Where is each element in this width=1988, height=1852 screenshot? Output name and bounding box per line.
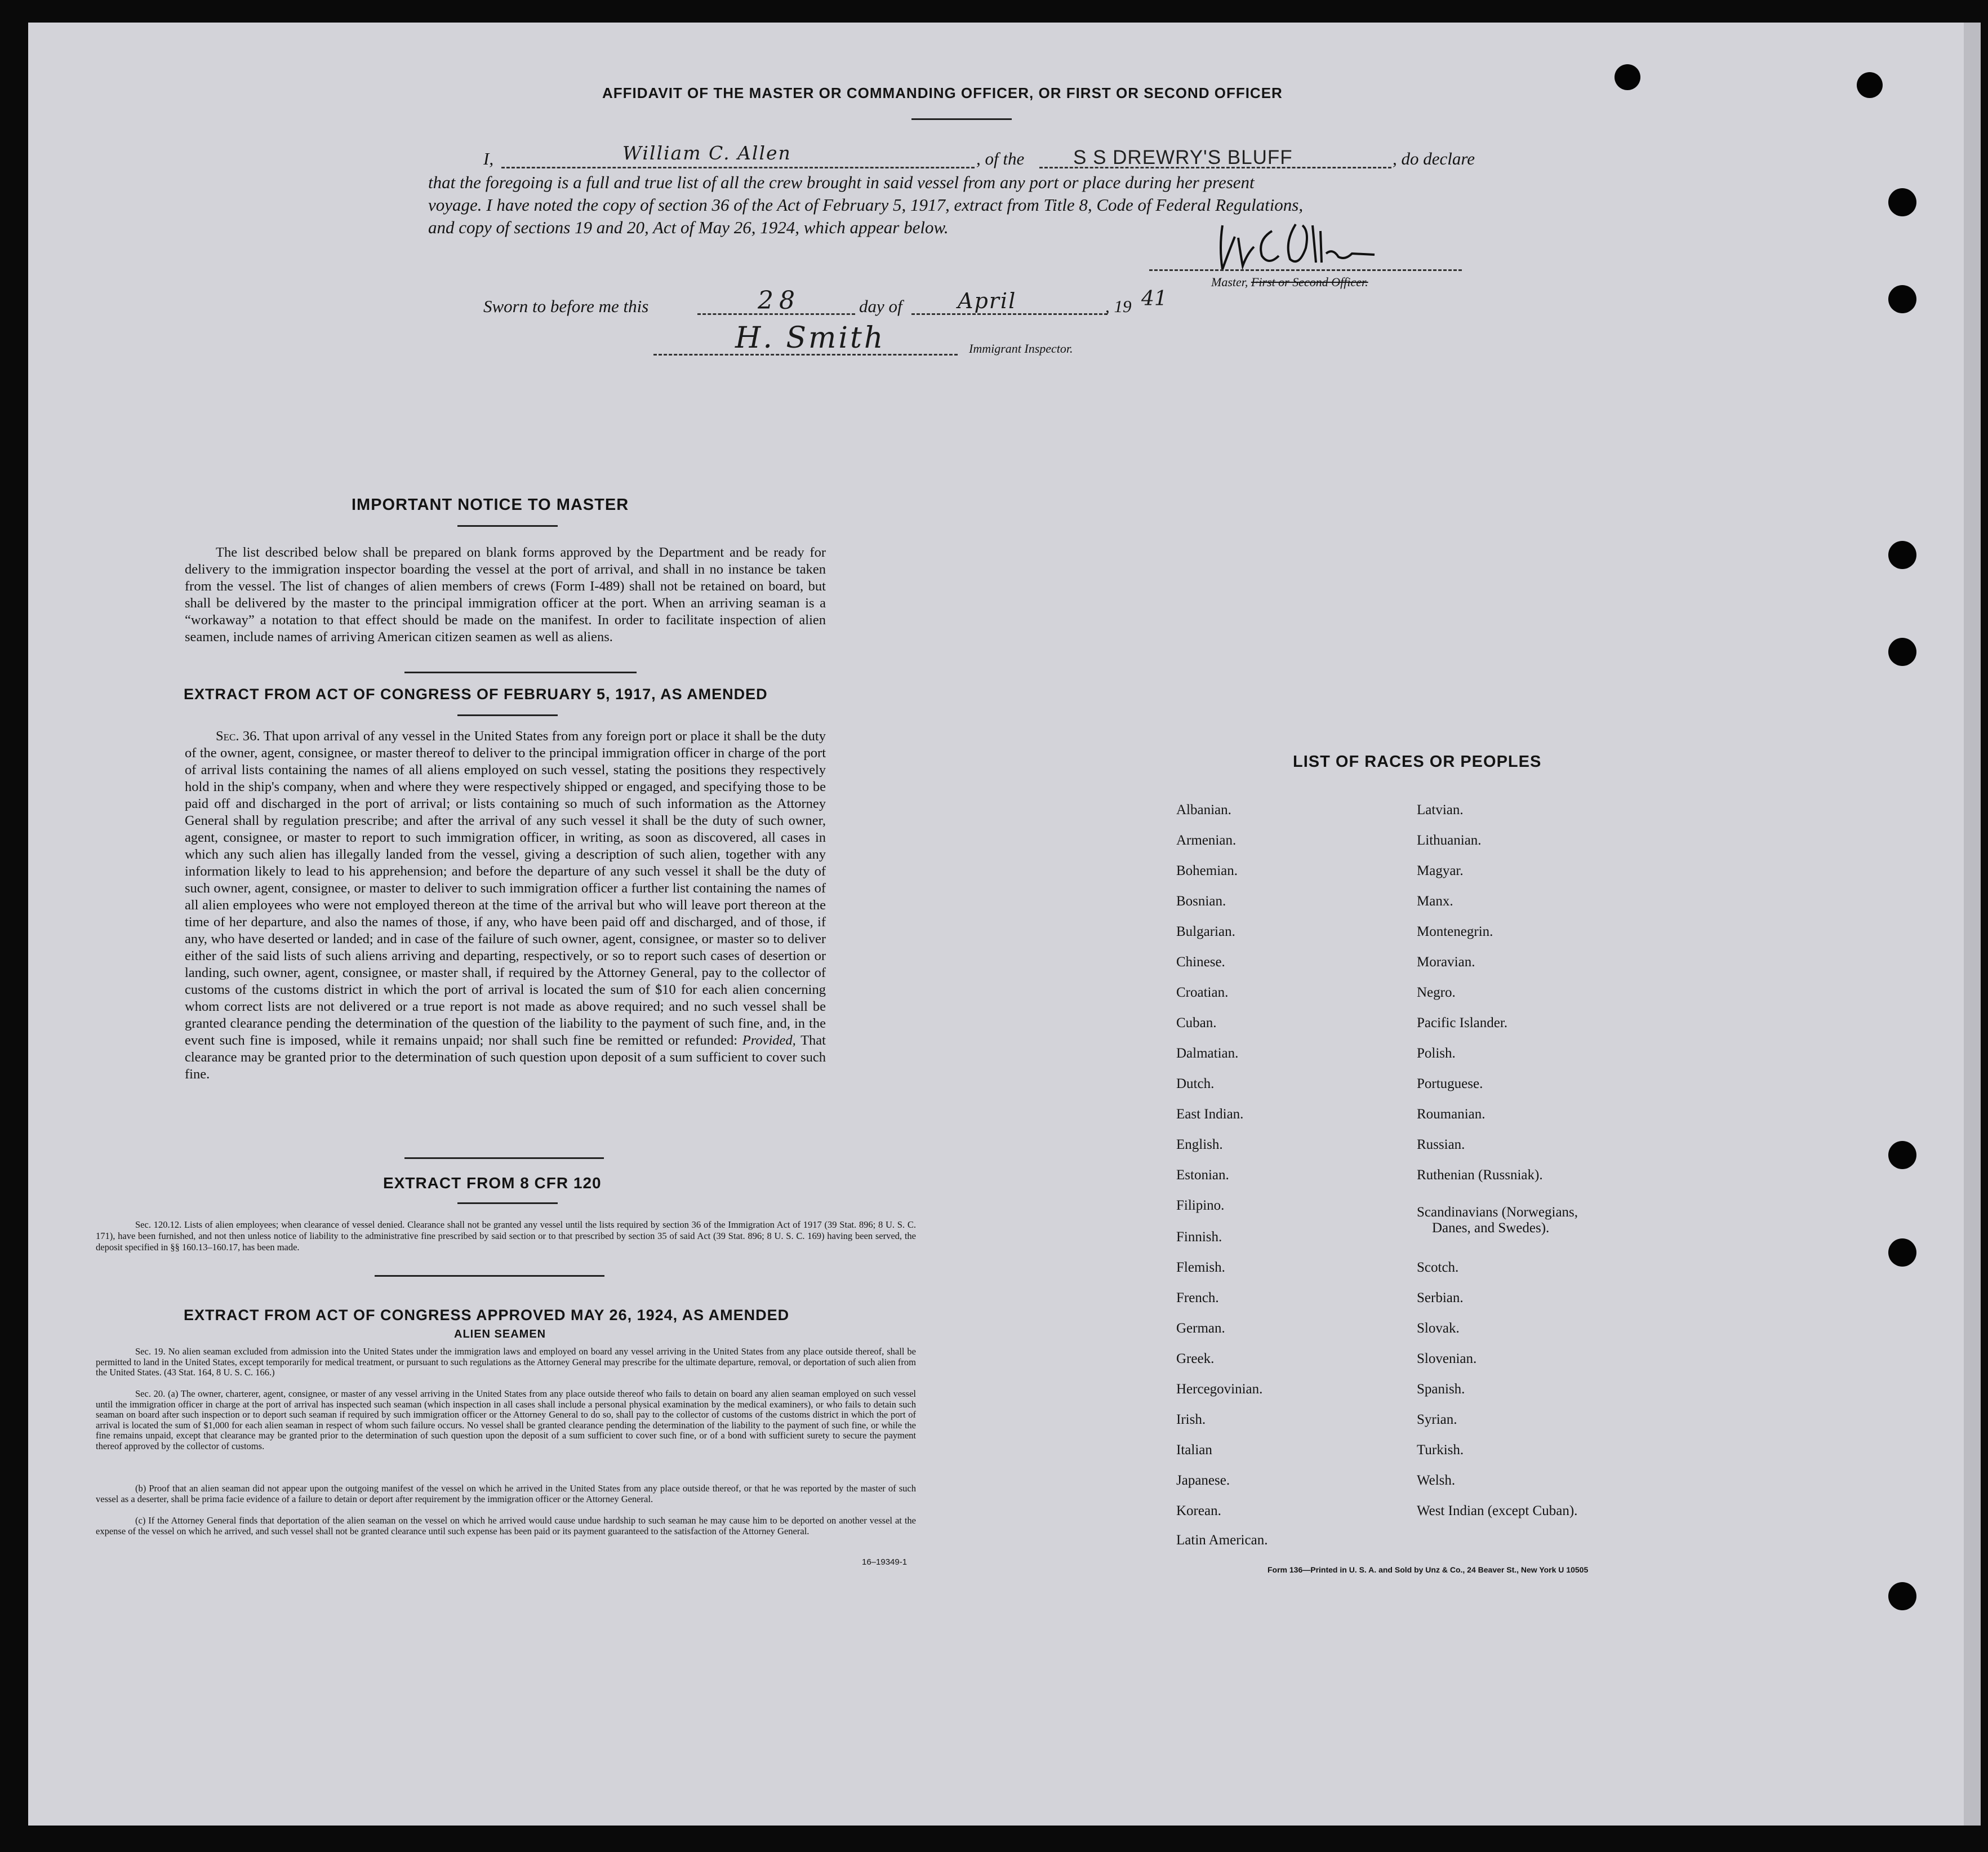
race-right-item: Moravian. bbox=[1417, 954, 1475, 970]
race-right-item: West Indian (except Cuban). bbox=[1417, 1503, 1578, 1518]
race-right-item: Lithuanian. bbox=[1417, 833, 1482, 848]
provided-label: Provided, bbox=[742, 1033, 796, 1048]
race-left-item: English. bbox=[1176, 1137, 1223, 1152]
cfr-title: EXTRACT FROM 8 CFR 120 bbox=[383, 1174, 602, 1192]
race-left-item: Irish. bbox=[1176, 1412, 1206, 1427]
race-left-item: East Indian. bbox=[1176, 1107, 1244, 1122]
punch-hole bbox=[1615, 64, 1640, 90]
act-1917-rule bbox=[457, 714, 558, 716]
notice-end-rule bbox=[404, 672, 637, 673]
race-left-item: Cuban. bbox=[1176, 1015, 1217, 1031]
vessel-name-field: S S DREWRY'S BLUFF bbox=[1073, 146, 1293, 168]
sec-36-text: That upon arrival of any vessel in the United States from any foreign port or place it shall be the duty of the owner, agent, consignee, or master thereof to deliver to the principal immigration officer in charge of the port of arrival lists containing the names of all aliens employed on such vessel, stating the positions they respectively hold in the ship's company, when and where they were respectively shipped or engaged, and specifying those to be paid off and discharged in the port of arrival; or lists containing so much of such information as the Attorney General shall by regulation prescribe; and after the arrival of any such vessel it shall be the duty of such owner, agent, consignee, or master to report to such immigration officer, in writing, as soon as discovered, all cases in which any such alien has illegally landed from the vessel, giving a description of such alien, together with any information likely to lead to his apprehension; and before the departure of any such vessel it shall be the duty of such owner, agent, consignee, or master to deliver to such immigration officer a further list containing the names of all alien employees who were not employed thereon at the time of the arrival but who will leave port thereon at the time of her departure, and also the names of those, if any, who have been paid off and discharged, and of those, if any, who have deserted or landed; and in case of the failure of such owner, agent, consignee, or master so to deliver either of the said lists of such aliens arriving and departing, respectively, or so to report such cases of desertion or landing, such owner, agent, consignee, or master shall, if required by the Attorney General, pay to the collector of customs of the customs district in which the port of arrival is located the sum of $10 for each alien concerning whom correct lists are not delivered or a true report is not made as above required; and no such vessel shall be granted clearance pending the determination of the question of the liability to the payment of such fine, and, in the event such fine is imposed, while it remains unpaid; nor shall such fine be remitted or refunded: bbox=[185, 729, 826, 1048]
race-right-item: Magyar. bbox=[1417, 863, 1464, 878]
sworn-month-field: April bbox=[958, 288, 1017, 313]
sec-36-label: Sec. 36. bbox=[216, 729, 260, 744]
cfr-end-rule bbox=[375, 1275, 604, 1277]
master-signature-line bbox=[1149, 269, 1462, 271]
race-left-item: Japanese. bbox=[1176, 1473, 1230, 1488]
caption-struck-officer: First or Second Officer. bbox=[1251, 275, 1368, 289]
race-right-item: Manx. bbox=[1417, 894, 1453, 909]
master-signature bbox=[1206, 214, 1420, 276]
race-right-item: Latvian. bbox=[1417, 802, 1464, 818]
inspector-caption: Immigrant Inspector. bbox=[969, 341, 1073, 356]
sec-20b-text: (b) Proof that an alien seaman did not appear upon the outgoing manifest of the vessel on which he arrived in the United States from any place outside thereof, or that he was reported by the master of such vessel as a deserter, shall be prima facie evidence of a failure to detain or deport after requirement by the immigration officer or the Attorney General. bbox=[96, 1483, 916, 1504]
cfr-rule bbox=[457, 1202, 558, 1204]
punch-hole bbox=[1888, 285, 1916, 313]
race-right-item: Serbian. bbox=[1417, 1290, 1464, 1305]
punch-hole bbox=[1888, 541, 1916, 569]
act-1917-title: EXTRACT FROM ACT OF CONGRESS OF FEBRUARY 5, 1917, AS AMENDED bbox=[184, 686, 768, 703]
signature-caption bbox=[1211, 275, 1368, 290]
races-title: LIST OF RACES OR PEOPLES bbox=[1293, 753, 1542, 771]
race-right-item: Ruthenian (Russniak). bbox=[1417, 1167, 1543, 1183]
race-left-item: Latin American. bbox=[1176, 1533, 1268, 1548]
race-right-item: Welsh. bbox=[1417, 1473, 1456, 1488]
race-left-item: Bulgarian. bbox=[1176, 924, 1235, 939]
sworn-year-field: 41 bbox=[1141, 287, 1167, 310]
master-name-field: William C. Allen bbox=[622, 142, 791, 164]
sec-20c-text: (c) If the Attorney General finds that deportation of the alien seaman on the vessel on which he arrived would cause undue hardship to such seaman he may cause him to be deported on another vessel at the expense of the vessel on which he arrived, and such vessel shall not be granted clearance until such expense has been paid or its payment guaranteed to the satisfaction of the Attorney General. bbox=[96, 1515, 916, 1536]
punch-hole bbox=[1888, 1582, 1916, 1610]
race-left-item: Korean. bbox=[1176, 1503, 1221, 1518]
cfr-body: Sec. 120.12. Lists of alien employees; when clearance of vessel denied. Clearance shall not be granted any vessel until the lists required by section 36 of the Immigration Act of 1917 (39 Stat. 896; 8 U. S. C. 171), have been furnished, and not then unless notice of liability to the administrative fine prescribed by said section or to that prescribed by section 35 of said Act (39 Stat. 896; 8 U. S. C. 169) having been served, the deposit specified in §§ 160.13–160.17, has been made. bbox=[96, 1219, 916, 1253]
affidavit-title: AFFIDAVIT OF THE MASTER OR COMMANDING OFFICER, OR FIRST OR SECOND OFFICER bbox=[602, 85, 1283, 101]
race-right-item: Slovenian. bbox=[1417, 1351, 1477, 1366]
race-left-item: Estonian. bbox=[1176, 1167, 1229, 1183]
race-right-item: Scandinavians (Norwegians, bbox=[1417, 1205, 1578, 1220]
race-right-item: Scotch. bbox=[1417, 1260, 1459, 1275]
act-1924-subtitle: ALIEN SEAMEN bbox=[454, 1328, 546, 1340]
punch-hole bbox=[1857, 72, 1883, 98]
act-1917-end-rule bbox=[404, 1157, 604, 1159]
race-left-item: Bosnian. bbox=[1176, 894, 1226, 909]
race-right-item: Montenegrin. bbox=[1417, 924, 1493, 939]
title-rule bbox=[911, 118, 1012, 120]
race-right-item: Negro. bbox=[1417, 985, 1456, 1000]
race-right-item: Turkish. bbox=[1417, 1442, 1464, 1458]
race-right-item: Polish. bbox=[1417, 1046, 1456, 1061]
race-left-item: Finnish. bbox=[1176, 1229, 1222, 1245]
notice-body: The list described below shall be prepared on blank forms approved by the Department and be ready for delivery to the immigration inspector boarding the vessel at the port of arrival, and shall in no instance be taken from the vessel. The list of changes of alien members of crews (Form I-489) shall not be retained on board, but shall be delivered by the master to the principal immigration officer at the port. When an arriving seaman is a “workaway” a notation to that effect should be made on the manifest. In order to facilitate inspection of alien seamen, include names of arriving American citizen seamen as well as aliens. bbox=[185, 545, 826, 645]
race-right-item: Syrian. bbox=[1417, 1412, 1457, 1427]
race-left-item: German. bbox=[1176, 1321, 1225, 1336]
sec-36-text-end: That clearance may be granted prior to the determination of such question upon deposit of a sum sufficient to cover such fine. bbox=[185, 1033, 826, 1082]
name-blank bbox=[501, 167, 975, 168]
sworn-day-field: 28 bbox=[758, 286, 800, 315]
race-left-item: Armenian. bbox=[1176, 833, 1237, 848]
race-left-item: Filipino. bbox=[1176, 1198, 1225, 1213]
act-1924-title: EXTRACT FROM ACT OF CONGRESS APPROVED MAY 26, 1924, AS AMENDED bbox=[184, 1307, 790, 1324]
notice-rule bbox=[457, 525, 558, 527]
sworn-prefix: Sworn to before me this bbox=[483, 296, 649, 316]
declare-prefix: I, bbox=[483, 149, 494, 168]
race-right-item: Spanish. bbox=[1417, 1382, 1465, 1397]
race-left-item: Flemish. bbox=[1176, 1260, 1225, 1275]
do-declare-label: , do declare bbox=[1393, 149, 1475, 168]
sec-20a-text: Sec. 20. (a) The owner, charterer, agent, consignee, or master of any vessel arriving in the United States from any place outside thereof who fails to detain on board any alien seaman employed on such vessel until the immigration officer in charge at the port of arrival has inspected such seaman (which inspection in all cases shall include a personal physical examination by the medical examiners), or who fails to detain such seaman on board after such inspection or to deport such seaman if required by such immigration officer or the Attorney General to do so, shall pay to the collector of customs of the customs district in which the port of arrival is located the sum of $1,000 for each alien seaman in respect of whom such failure occurs. No vessel shall be granted clearance pending the determination of the liability to the payment of such fine, or while the fine remains unpaid, except that clearance may be granted prior to the determination of such question upon the deposit of a sum sufficient to cover such fine, or of a bond with sufficient surety to secure the payment thereof approved by the collector of customs. bbox=[96, 1388, 916, 1451]
race-left-item: Dutch. bbox=[1176, 1076, 1215, 1091]
race-left-item: Croatian. bbox=[1176, 985, 1229, 1000]
page-edge bbox=[1964, 23, 1981, 1826]
day-of-label: day of bbox=[859, 296, 902, 316]
notice-title: IMPORTANT NOTICE TO MASTER bbox=[352, 496, 629, 514]
caption-master: Master, bbox=[1211, 275, 1248, 289]
race-right-item: Slovak. bbox=[1417, 1321, 1460, 1336]
race-left-item: Italian bbox=[1176, 1442, 1212, 1458]
race-left-item: Chinese. bbox=[1176, 954, 1225, 970]
punch-hole bbox=[1888, 188, 1916, 216]
year-prefix: , 19 bbox=[1105, 296, 1132, 316]
affidavit-line-2: that the foregoing is a full and true list of all the crew brought in said vessel from any port or place during her present bbox=[428, 172, 1255, 192]
act-1917-body bbox=[185, 728, 826, 1083]
printer-footer: Form 136—Printed in U. S. A. and Sold by Unz & Co., 24 Beaver St., New York U 10505 bbox=[1267, 1565, 1589, 1574]
race-left-item: Albanian. bbox=[1176, 802, 1231, 818]
race-right-item: Russian. bbox=[1417, 1137, 1465, 1152]
race-right-item: Portuguese. bbox=[1417, 1076, 1483, 1091]
sec-19-text: Sec. 19. No alien seaman excluded from admission into the United States under the immigration laws and employed on board any vessel arriving in the United States from any place outside thereof, shall be permitted to land in the United States, except temporarily for medical treatment, or pursuant to such regulations as the Attorney General may prescribe for the ultimate departure, removal, or deportation of such alien from the United States. (43 Stat. 164, 8 U. S. C. 166.) bbox=[96, 1346, 916, 1378]
of-the-label: , of the bbox=[976, 149, 1025, 168]
form-code: 16–19349-1 bbox=[862, 1557, 908, 1567]
month-blank bbox=[911, 313, 1108, 315]
race-right-item: Pacific Islander. bbox=[1417, 1015, 1508, 1031]
race-left-item: French. bbox=[1176, 1290, 1219, 1305]
race-left-item: Dalmatian. bbox=[1176, 1046, 1239, 1061]
race-left-item: Greek. bbox=[1176, 1351, 1215, 1366]
punch-hole bbox=[1888, 1238, 1916, 1267]
inspector-signature: H. Smith bbox=[735, 321, 886, 355]
affidavit-line-4: and copy of sections 19 and 20, Act of May 26, 1924, which appear below. bbox=[428, 217, 949, 237]
race-right-item: Roumanian. bbox=[1417, 1107, 1486, 1122]
race-left-item: Bohemian. bbox=[1176, 863, 1238, 878]
punch-hole bbox=[1888, 638, 1916, 666]
punch-hole bbox=[1888, 1141, 1916, 1169]
race-right-item: Danes, and Swedes). bbox=[1432, 1220, 1550, 1236]
affidavit-line-3: voyage. I have noted the copy of section 36 of the Act of February 5, 1917, extract from Title 8, Code of Federal Regulations, bbox=[428, 195, 1304, 215]
race-left-item: Hercegovinian. bbox=[1176, 1382, 1263, 1397]
